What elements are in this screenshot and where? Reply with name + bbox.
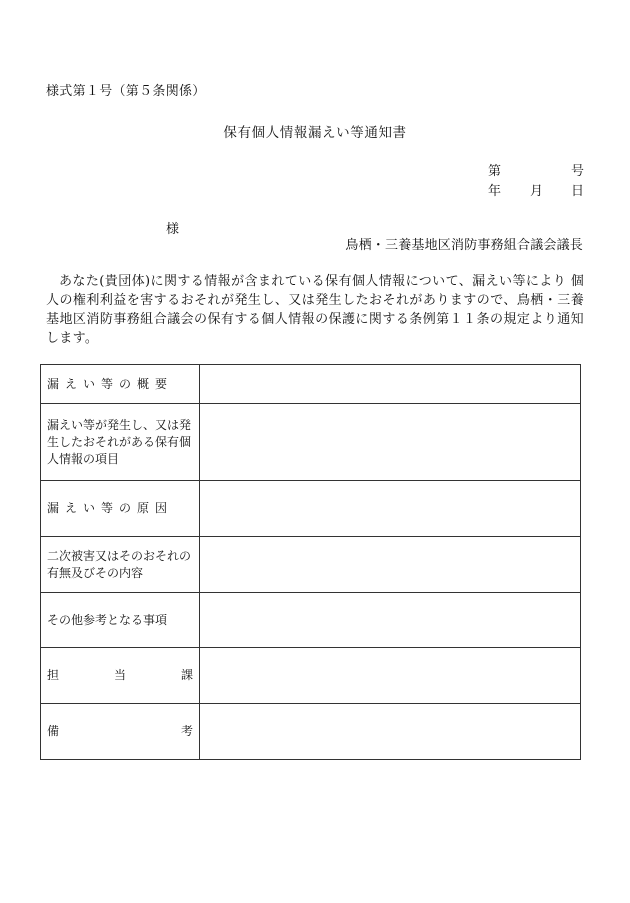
table-row — [41, 365, 581, 404]
table-row — [41, 648, 581, 704]
row-label-secondary-damage: 二次被害又はそのおそれの有無及びその内容 — [41, 537, 200, 593]
table-row — [41, 404, 581, 481]
addressee: 様 — [166, 222, 180, 237]
table-row — [41, 704, 581, 760]
row-value-other-notes[interactable] — [200, 593, 581, 648]
row-label-department: 担 当 課 — [41, 648, 200, 704]
number-suffix: 号 — [570, 164, 584, 179]
table-row — [41, 481, 581, 537]
table-row — [41, 537, 581, 593]
row-label-items: 漏えい等が発生し、又は発生したおそれがある保有個人情報の項目 — [41, 404, 200, 481]
table-row — [41, 593, 581, 648]
form-number: 様式第１号（第５条関係） — [46, 84, 206, 99]
document-title: 保有個人情報漏えい等通知書 — [223, 125, 407, 141]
row-label-other-notes: その他参考となる事項 — [41, 593, 200, 648]
row-value-cause[interactable] — [200, 481, 581, 537]
row-value-items[interactable] — [200, 404, 581, 481]
date-month: 月 — [530, 184, 544, 199]
row-label-summary: 漏えい等の概要 — [41, 365, 200, 404]
row-value-remarks[interactable] — [200, 704, 581, 760]
row-value-department[interactable] — [200, 648, 581, 704]
sender-name: 鳥栖・三養基地区消防事務組合議会議長 — [345, 238, 583, 253]
body-paragraph: あなた(貴団体)に関する情報が含まれている保有個人情報について、漏えい等により 個人の権利利益を害するおそれが発生し、又は発生したおそれがありますので、鳥栖・三養基地区消防事務組合議会の保有する個人情報の保護に関する条例第１１条の規定より通知します。 — [46, 274, 584, 346]
notification-table — [40, 364, 581, 760]
row-value-secondary-damage[interactable] — [200, 537, 581, 593]
number-prefix: 第 — [488, 164, 502, 179]
row-label-remarks: 備 考 — [41, 704, 200, 760]
date-day: 日 — [570, 184, 584, 199]
row-label-cause: 漏えい等の原因 — [41, 481, 200, 537]
row-value-summary[interactable] — [200, 365, 581, 404]
date-year: 年 — [488, 184, 502, 199]
document-number-date — [488, 160, 584, 200]
